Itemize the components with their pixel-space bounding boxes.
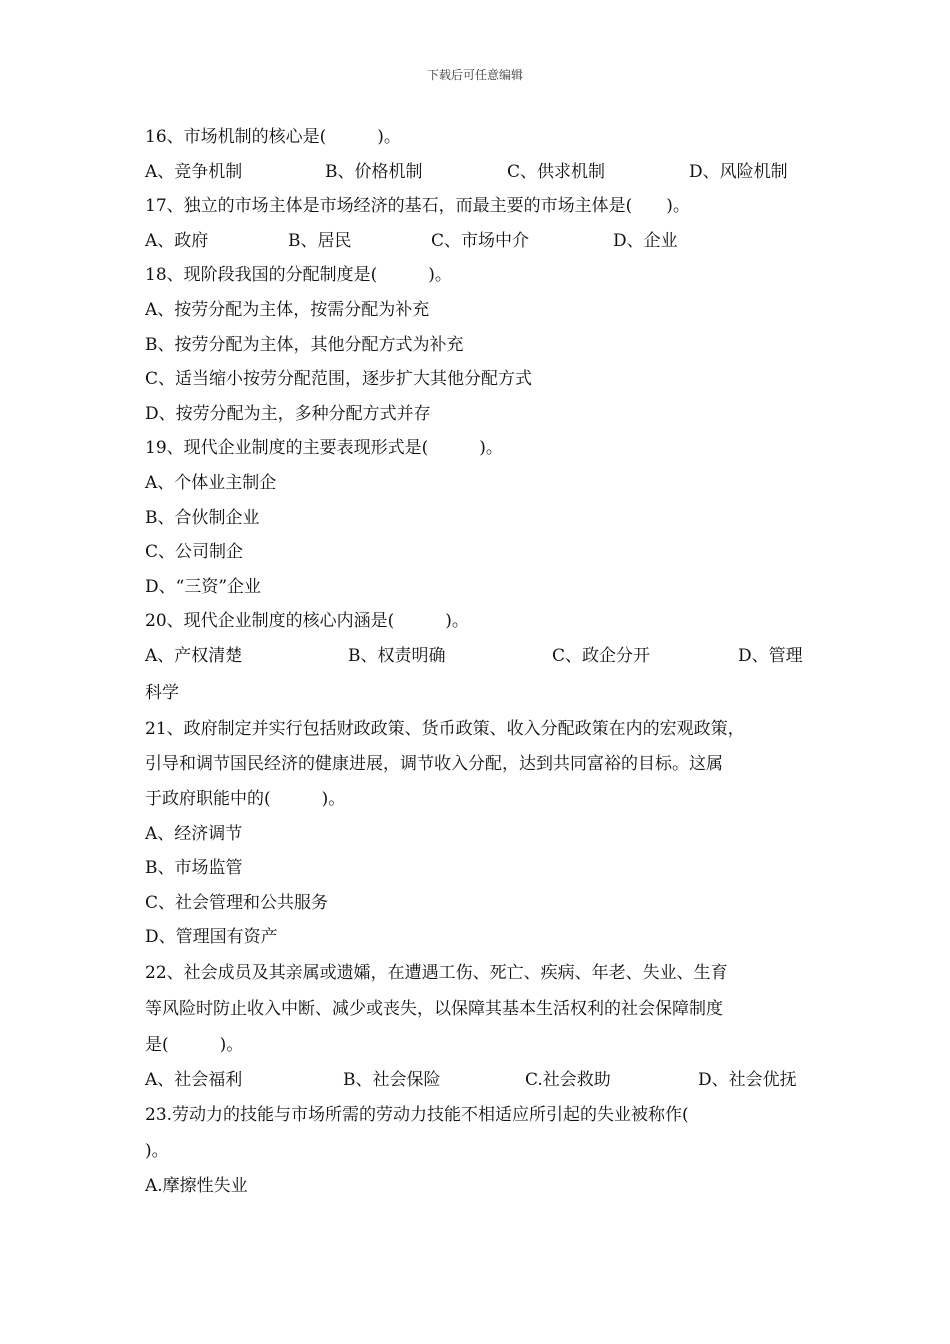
question-17 xyxy=(145,189,845,258)
question-stem-line: )。 xyxy=(145,1141,169,1162)
question-19 xyxy=(145,431,845,604)
option-d: D、“三资”企业 xyxy=(145,576,262,597)
question-stem-line: 23.劳动力的技能与市场所需的劳动力技能不相适应所引起的失业被称作( xyxy=(145,1105,689,1126)
option-row xyxy=(145,224,845,259)
option-d: D、管理 xyxy=(738,645,803,666)
question-list xyxy=(145,120,845,1204)
question-stem-line: 22、社会成员及其亲属或遗孀，在遭遇工伤、死亡、疾病、年老、失业、生育 xyxy=(145,962,728,983)
question-stem: 19、现代企业制度的主要表现形式是( )。 xyxy=(145,438,503,459)
option-d: D、风险机制 xyxy=(689,161,788,182)
option-b: B、居民 xyxy=(288,230,352,251)
option-row xyxy=(145,1063,845,1098)
question-stem: 20、现代企业制度的核心内涵是( )。 xyxy=(145,611,469,632)
option-row xyxy=(145,639,845,674)
question-20 xyxy=(145,604,845,711)
option-a: A、社会福利 xyxy=(145,1069,243,1090)
option-c: C、供求机制 xyxy=(507,161,606,182)
option-c: C、政企分开 xyxy=(552,645,651,666)
option-a: A、竞争机制 xyxy=(145,161,243,182)
option-c: C、市场中介 xyxy=(431,230,530,251)
question-18 xyxy=(145,258,845,431)
question-23 xyxy=(145,1097,845,1204)
option-b: B、合伙制企业 xyxy=(145,507,260,528)
option-b: B、权责明确 xyxy=(348,645,446,666)
option-d: D、社会优抚 xyxy=(698,1069,797,1090)
page-header: 下载后可任意编辑 xyxy=(426,68,523,82)
option-a: A.摩擦性失业 xyxy=(145,1176,248,1197)
option-d: D、企业 xyxy=(613,230,678,251)
question-stem: 17、独立的市场主体是市场经济的基石，而最主要的市场主体是( )。 xyxy=(145,196,690,217)
option-d: D、按劳分配为主，多种分配方式并存 xyxy=(145,403,431,424)
option-a: A、按劳分配为主体，按需分配为补充 xyxy=(145,299,430,320)
option-a: A、政府 xyxy=(145,230,209,251)
option-a: A、产权清楚 xyxy=(145,645,243,666)
question-stem: 16、市场机制的核心是( )。 xyxy=(145,127,401,147)
option-c: C、适当缩小按劳分配范围，逐步扩大其他分配方式 xyxy=(145,369,533,390)
option-b: B、按劳分配为主体，其他分配方式为补充 xyxy=(145,334,464,355)
option-c: C.社会救助 xyxy=(525,1069,611,1090)
question-stem: 18、现阶段我国的分配制度是( )。 xyxy=(145,265,452,286)
question-stem-line: 引导和调节国民经济的健康进展，调节收入分配，达到共同富裕的目标。这属 xyxy=(145,753,723,774)
option-b: B、社会保险 xyxy=(343,1069,441,1090)
option-d: D、管理国有资产 xyxy=(145,927,278,948)
question-stem-line: 21、政府制定并实行包括财政政策、货币政策、收入分配政策在内的宏观政策， xyxy=(145,718,745,739)
option-a: A、个体业主制企 xyxy=(145,472,277,493)
option-c: C、社会管理和公共服务 xyxy=(145,892,329,913)
option-b: B、价格机制 xyxy=(325,161,423,182)
question-stem-line: 于政府职能中的( )。 xyxy=(145,788,346,809)
question-stem-line: 等风险时防止收入中断、减少或丧失，以保障其基本生活权利的社会保障制度 xyxy=(145,998,723,1019)
question-22 xyxy=(145,955,845,1098)
option-a: A、经济调节 xyxy=(145,823,243,844)
option-b: B、市场监管 xyxy=(145,858,243,879)
question-21 xyxy=(145,712,845,955)
question-16 xyxy=(145,120,845,189)
question-stem-line: 是( )。 xyxy=(145,1034,244,1055)
option-c: C、公司制企 xyxy=(145,542,244,563)
option-row xyxy=(145,155,845,190)
option-overflow: 科学 xyxy=(145,682,179,703)
